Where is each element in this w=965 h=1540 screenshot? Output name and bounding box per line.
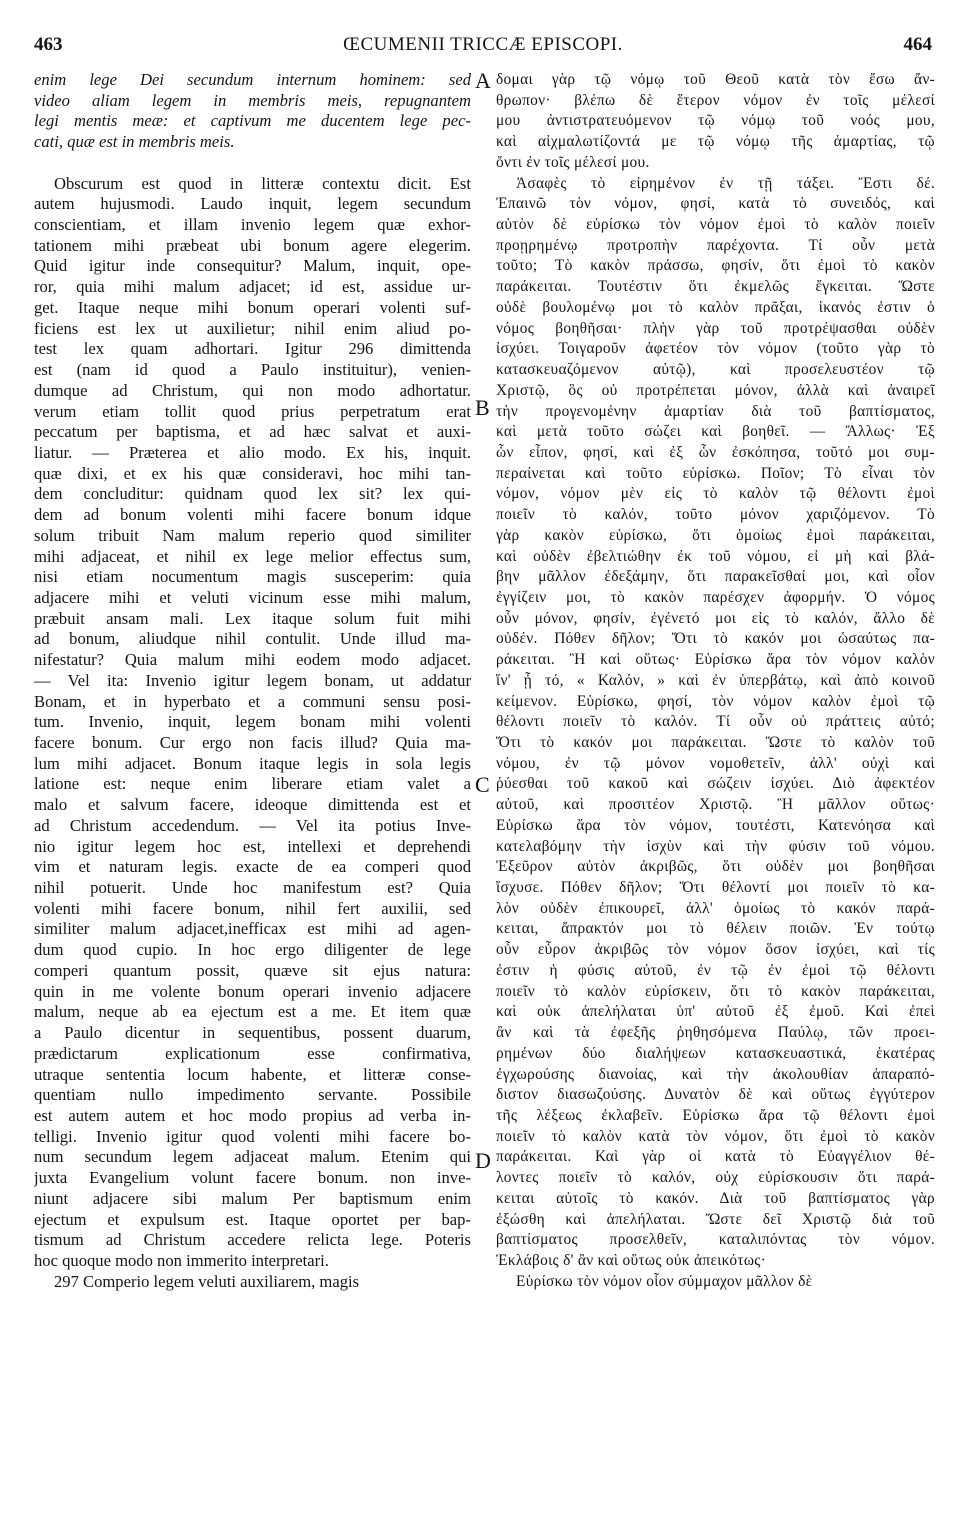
greek-text-line: καὶ οὐκ ἀπελήλαται ὑπ' αὐτοῦ ἐξ ἐμοῦ. Καὶ ἐπεὶ: [496, 1003, 935, 1021]
latin-text-line: ad Christum accedendum. — Vel ita potius Inve-: [34, 815, 471, 835]
greek-text-line: τῆς λέξεως ἐκλαβεῖν. Εὑρίσκω ἄρα τῷ θέλοντι ἐμοὶ: [496, 1106, 935, 1124]
greek-text-line: δομαι γὰρ τῷ νόμῳ τοῦ Θεοῦ κατὰ τὸν ἔσω ἄν-: [496, 71, 935, 88]
latin-text-line: dum quod cupio. In hoc ergo diligenter de lege: [34, 940, 471, 960]
latin-text-line: est autem autem et hoc modo propius ad verba in-: [34, 1105, 471, 1125]
greek-text-line: Ἐκλάβοις δ' ἂν καὶ οὕτως οὐκ ἀπεικότως·: [496, 1251, 767, 1269]
greek-text-line: ἐστιν ἡ φύσις αὐτοῦ, ἐν τῷ ἐν ἐμοὶ τῷ θέλοντι: [496, 961, 935, 979]
latin-text-line: lum mihi adjacet. Bonum itaque legis in sola legis: [34, 753, 471, 773]
latin-text-line: telligi. Invenio igitur quod volenti mihi facere bo-: [34, 1126, 471, 1146]
greek-text-line: ἐγχωρούσης διανοίας, καὶ τὴν ἀκολουθίαν ἀπαραπό-: [496, 1065, 935, 1083]
latin-text-line: volenti mihi facere bonum, nihil fert auxilii, sed: [34, 898, 471, 918]
latin-text-line: legi mentis meæ: et captivum me ducentem lege pec-: [34, 111, 471, 131]
greek-text-line: κειται αὐτοῖς τὸ κακόν. Διὰ τοῦ βαπτίσματος γὰρ: [496, 1189, 935, 1207]
latin-text-line: ficiens est lex ut auxilietur; nihil enim aliud po-: [34, 318, 471, 338]
latin-text-line: get. Itaque neque mihi bonum operari volenti suf-: [34, 297, 471, 317]
greek-text-line: αὐτοῦ, καὶ προσιτέον Χριστῷ. Ἢ μᾶλλον οὕτως·: [496, 796, 935, 814]
greek-text-line: ράκειται. Ἢ καὶ οὕτως· Εὑρίσκω ἄρα τὸν νόμον καλὸν: [496, 651, 935, 669]
greek-text-line: καὶ οὐδὲν ἐβελτιώθην ἐκ τοῦ νόμου, εἰ μὴ καὶ βλά-: [496, 547, 935, 565]
latin-text-line: 297 Comperio legem veluti auxiliarem, magis: [54, 1271, 360, 1291]
latin-text-line: tismum ad Christum accedere relicta lege. Poteris: [34, 1230, 471, 1250]
latin-text-line: tationem mihi præbeat ubi bonum agere elegerim.: [34, 235, 471, 255]
greek-text-line: τὴν προγενομένην ἁμαρτίαν διὰ τοῦ βαπτίσματος,: [496, 402, 935, 420]
greek-text-line: νόμου, ἐν τῷ μόνον νομοθετεῖν, ἀλλ' οὐχὶ καὶ: [496, 754, 935, 772]
greek-text-line: ποιεῖν τὸ καλὸν κατὰ τὸν νόμον, ὅτι ἐμοὶ τὸ κακὸν: [496, 1127, 935, 1145]
latin-text-line: prædictarum explicationum esse confirmativa,: [34, 1043, 471, 1063]
greek-text-line: Ἀσαφὲς τὸ εἰρημένον ἐν τῇ τάξει. Ἔστι δέ.: [516, 174, 935, 192]
greek-text-line: βην μᾶλλον ἐδεξάμην, ὅτι παρακεῖσθαί μοι, καὶ οἷον: [496, 568, 935, 586]
section-marker-a: A: [475, 68, 491, 93]
greek-text-line: προῃρημένῳ προτροπὴν παρέχοντα. Τί οὖν μετὰ: [496, 236, 935, 254]
greek-text-line: ἂν καὶ τὰ ἐφεξῆς ῥηθησόμενα Παύλῳ, τῶν προει-: [496, 1024, 935, 1042]
latin-text-line: Obscurum est quod in litteræ contextu dicit. Est: [54, 173, 471, 193]
latin-text-line: mihi adjaceat, et nihil ex lege melior effectus sum,: [34, 546, 471, 566]
greek-text-line: κατασκευαζόμενον αὐτῷ), καὶ προσελευστέον τῷ: [496, 361, 935, 379]
greek-text-line: οὐδέν. Πόθεν δῆλον; Ὅτι τὸ κακόν μοι ὡσαύτως πα-: [496, 630, 935, 648]
greek-text-line: θρωπον· βλέπω δὲ ἕτερον νόμον ἐν τοῖς μέλεσί: [496, 91, 935, 109]
latin-text-line: Quid igitur inde consequitur? Malum, inquit, ope-: [34, 256, 471, 276]
latin-text-line: autem hujusmodi. Laudo inquit, legem secundum: [34, 194, 471, 214]
latin-text-line: enim lege Dei secundum internum hominem: sed: [34, 70, 471, 89]
latin-text-line: dumque ad Christum, qui non modo adhortatur.: [34, 380, 471, 400]
latin-text-line: ror, quia mihi malum adjacet; id est, assidue ur-: [34, 277, 471, 297]
running-title: ŒCUMENII TRICCÆ EPISCOPI.: [343, 34, 623, 55]
greek-text-line: βαπτίσματος προσελθεῖν, καταλιπόντας τὸν νόμον.: [496, 1231, 935, 1249]
greek-text-line: οὖν μόνον, φησίν, ἐγένετό μοι εἰς τὸ καλόν, ἄλλο δὲ: [496, 609, 935, 627]
greek-text-line: θέλοντι ποιεῖν τὸ καλόν. Τί οὖν οὐ πράττεις αὐτό;: [496, 713, 935, 731]
greek-text-line: ῥύεσθαι τοῦ κακοῦ καὶ σώζειν ἰσχύει. Διὸ ἀφεκτέον: [496, 775, 935, 793]
greek-text-line: ἐγγίζειν μοι, τὸ κακὸν παρέσχεν ἀφορμήν. Ὁ νόμος: [496, 588, 935, 606]
greek-text-line: περαίνεται καὶ τοῦτο εὑρίσκω. Ποῖον; Τὸ εἶναι τὸν: [496, 464, 935, 482]
greek-column: [496, 70, 935, 1292]
greek-text-line: ἐξώσθη καὶ ἀπελήλαται. Ὥστε δεῖ Χριστῷ διὰ τοῦ: [496, 1210, 935, 1228]
greek-text-line: Εὑρίσκω ἄρα τὸν νόμον, τουτέστι, Κατενόησα καὶ: [496, 816, 935, 834]
greek-text-line: μου ἀντιστρατευόμενον τῷ νόμῳ τοῦ νοός μου,: [496, 112, 935, 130]
greek-text-line: ἵν' ᾖ τό, « Καλόν, » καὶ ἐν ὑπερβάτῳ, καὶ ἀπὸ κοινοῦ: [496, 671, 935, 689]
latin-text-line: nifestatur? Quia malum mihi eodem modo adjacet.: [34, 650, 471, 670]
latin-text-line: cati, quæ est in membris meis.: [34, 132, 235, 152]
greek-text-line: ὧν εἶπον, φησί, καὶ ἐξ ὧν ἐσκόπησα, τοῦτό μοι συμ-: [496, 443, 935, 461]
greek-text-line: τοῦτο; Τὸ κακὸν πράσσω, φησίν, ὅτι ἐμοὶ τὸ κακὸν: [496, 257, 935, 275]
page-number-right: 464: [903, 34, 932, 55]
section-marker-d: D: [475, 1148, 491, 1173]
greek-text-line: κατελαβόμην τὴν ἰσχὺν καὶ τὴν φύσιν τοῦ νόμου.: [496, 837, 935, 855]
greek-text-line: διστον διασωζούσης. Δυνατὸν δὲ καὶ οὕτως ἐγγύτερον: [496, 1086, 935, 1104]
latin-text-line: verum etiam tollit quod prius perpetratum erat: [34, 401, 471, 421]
greek-text-line: λοντες ποιεῖν τὸ καλόν, οὐχ εὑρίσκουσιν ὅτι παρά-: [496, 1169, 935, 1187]
greek-text-line: παράκειται. Καὶ γὰρ οἱ κατὰ τὸ Εὐαγγέλιον θέ-: [496, 1148, 935, 1166]
latin-text-line: liatur. — Præterea et alio modo. Ex his, inquit.: [34, 442, 471, 462]
greek-text-line: Ὅτι τὸ κακόν μοι παράκειται. Ὥστε τὸ καλὸν τοῦ: [496, 734, 935, 751]
latin-text-line: num secundum legem adjaceat malum. Etenim qui: [34, 1147, 471, 1167]
latin-text-line: tum. Invenio, inquit, legem bonam mihi volenti: [34, 712, 471, 732]
greek-text-line: ποιεῖν τὸ καλόν, τοῦτο μόνον χαριζόμενον. Τὸ: [496, 506, 935, 524]
greek-text-line: νόμος βοηθῆσαι· πλὴν γὰρ τοῦ προτρέψασθαι οὐδὲν: [496, 319, 935, 337]
latin-text-line: Bonam, et in hyperbato et a communi sensu posi-: [34, 691, 471, 711]
greek-text-line: Χριστῷ, ὃς οὐ προτρέπεται μόνον, ἀλλὰ καὶ ἀναιρεῖ: [496, 381, 935, 399]
greek-text-line: αὐτὸν δὲ εὑρίσκω τὸν νόμον ἐμοὶ τὸ καλὸν ποιεῖν: [496, 216, 935, 234]
greek-text-line: κειται, ἄπρακτόν μοι τὸ θέλειν ποιῶν. Ἐν τούτῳ: [496, 920, 935, 938]
greek-text-line: οὐδὲ βουλομένῳ μοι τὸ καλὸν πρᾶξαι, ἱκανός ἐστιν ὁ: [496, 298, 935, 316]
page-number-left: 463: [34, 34, 63, 55]
greek-text-line: ὄντι ἐν τοῖς μέλεσί μου.: [496, 153, 650, 171]
latin-text-line: facere bonum. Cur ergo non facis illud? Quia ma-: [34, 733, 471, 752]
greek-text-line: λὸν οὐδὲν ἐπικουρεῖ, ἀλλ' ὁμοίως τὸ κακόν παρά-: [496, 899, 935, 917]
latin-text-line: dem ad bonum volenti mihi facere bonum idque: [34, 505, 471, 525]
latin-text-line: nisi etiam nocumentum magis susceperim: quia: [34, 567, 471, 587]
latin-text-line: comperi quantum possit, quævе sit ejus natura:: [34, 960, 471, 980]
latin-text-line: nihil potuerit. Unde hoc manifestum est? Quia: [34, 878, 471, 898]
latin-column: [34, 70, 471, 1292]
greek-text-line: ἰσχύει. Τοιγαροῦν ἀφετέον τὸν νόμον (τοῦτο γὰρ τὸ: [496, 340, 935, 358]
latin-text-line: utraque sententia locum habente, et litteræ conse-: [34, 1064, 471, 1084]
greek-text-line: οὖν εὗρον ἀκριβῶς τὸν νόμον ὅσον ἰσχύει, καὶ τίς: [496, 941, 935, 959]
greek-text-line: ἴσχυσε. Πόθεν δῆλον; Ὅτι θέλοντί μοι ποιεῖν τὸ κα-: [496, 879, 935, 897]
latin-text-line: malo et salvum facere, ideoque dimittenda est et: [34, 795, 471, 815]
greek-text-line: καὶ μετὰ τοῦτο σώζει καὶ βοηθεῖ. — Ἄλλως· Ἐξ: [496, 423, 935, 441]
greek-text-line: Εὑρίσκω τὸν νόμον οἷον σύμμαχον μᾶλλον δὲ: [516, 1272, 813, 1290]
greek-text-line: νόμον, νόμον μὲν εἰς τὸ καλὸν τῷ θέλοντι ἐμοὶ: [496, 485, 935, 503]
greek-text-line: γὰρ κακὸν εὑρίσκω, ὅτι ὁμοίως ἐμοὶ παράκειται,: [496, 526, 935, 544]
latin-text-line: test lex quam adhortari. Igitur 296 dimittenda: [34, 339, 471, 359]
latin-text-line: peccatum per baptisma, et ad hæc salvat et auxi-: [34, 422, 471, 442]
latin-text-line: nio igitur legem hoc est, intellexi et deprehendi: [34, 836, 471, 856]
latin-text-line: latione est: neque enim liberare etiam valet a: [34, 774, 471, 794]
latin-text-line: similiter malum adjacet,inefficax est mihi ad agen-: [34, 919, 471, 939]
latin-text-line: malum, neque ab ea ejectum est a me. Et item quæ: [34, 1002, 471, 1022]
running-header: [34, 34, 932, 64]
greek-text-line: παράκειται. Τουτέστιν ὅτι ἐκμελῶς ἔγκειται. Ὥστε: [496, 278, 935, 296]
latin-text-line: adjacere mihi et veluti vicinum esse mihi malum,: [34, 587, 471, 607]
latin-text-line: conscientiam, et illam invenio legem quæ exhor-: [34, 215, 471, 235]
latin-text-line: præbuit ansam mali. Lex itaque solum fuit mihi: [34, 608, 471, 628]
latin-text-line: dem concluditur: quidnam quod lex sit? lex qui-: [34, 484, 471, 504]
latin-text-line: quæ dixi, et ex his quæ consideravi, hoc mihi tan-: [34, 463, 471, 483]
greek-text-line: κείμενον. Εὑρίσκω, φησί, τὸν νόμον καλὸν ἐμοὶ τῷ: [496, 692, 935, 710]
greek-text-line: Ἐπαινῶ τὸν νόμον, φησί, κατὰ τὸ συνειδός, καὶ: [496, 195, 935, 213]
latin-text-line: hoc quoque modo non immerito interpretari.: [34, 1250, 329, 1270]
latin-text-line: vim et naturam legis. exacte de ea comperi quod: [34, 857, 471, 877]
latin-text-line: — Vel ita: Invenio igitur legem bonam, ut addatur: [34, 670, 471, 690]
section-marker-b: B: [475, 395, 490, 420]
latin-text-line: est (nam id quod a Paulo instituitur), venien-: [34, 360, 471, 380]
latin-text-line: [34, 153, 471, 174]
greek-text-line: ποιεῖν τὸ καλὸν εὑρίσκειν, ὅτι τὸ κακὸν παράκειται,: [496, 982, 935, 1000]
latin-text-line: ad bonum, aliudque nihil contulit. Unde illud ma-: [34, 629, 471, 649]
latin-text-line: juxta Evangelium volunt facere bonum. non inve-: [34, 1168, 471, 1188]
greek-text-line: Ἐξεῦρον αὐτὸν ἀκριβῶς, ὅτι οὐδὲν μοι βοηθῆσαι: [496, 858, 935, 876]
latin-text-line: solum tribuit Nam malum reperio quod similiter: [34, 525, 471, 545]
latin-text-line: video aliam legem in membris meis, repugnantem: [34, 90, 471, 110]
latin-text-line: quentiam nullo impedimento servante. Possibile: [34, 1085, 471, 1105]
greek-text-line: ρημένων δύο διαλήψεων κατασκευαστικά, ἑκατέρας: [496, 1044, 935, 1062]
latin-text-line: niunt adjacere sibi malum Per baptismum enim: [34, 1188, 471, 1208]
latin-text-line: ejectum et expulsum est. Itaque oportet per bap-: [34, 1209, 471, 1229]
latin-text-line: a Paulo dicentur in sequentibus, possent duarum,: [34, 1023, 471, 1043]
section-marker-c: C: [475, 772, 490, 797]
greek-text-line: καὶ αἰχμαλωτίζοντά με τῷ νόμῳ τῆς ἁμαρτίας, τῷ: [496, 133, 935, 151]
latin-text-line: quin in me volente bonum operari invenio adjacere: [34, 981, 471, 1001]
